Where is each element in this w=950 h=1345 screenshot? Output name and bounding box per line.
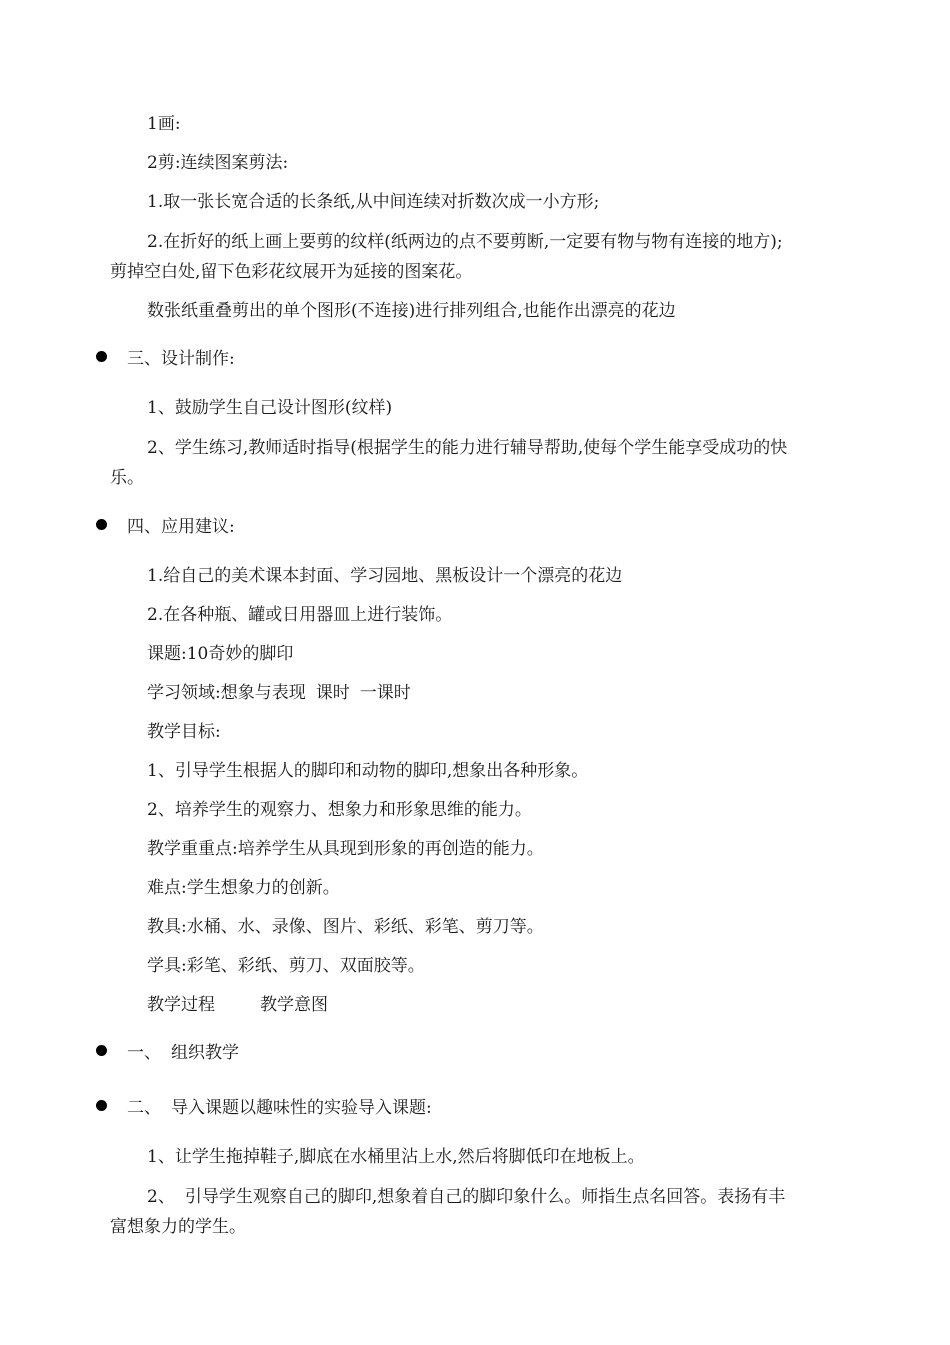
bullet-heading [96, 516, 235, 538]
paragraph [147, 682, 411, 704]
class-hour-value: 一课时 [359, 683, 411, 703]
paragraph: 2、学生练习,教师适时指导(根据学生的能力进行辅导帮助,使每个学生能享受成功的快 [147, 438, 788, 458]
bullet-heading [96, 348, 235, 370]
paragraph: 难点:学生想象力的创新。 [147, 878, 340, 898]
paragraph: 2.在折好的纸上画上要剪的纹样(纸两边的点不要剪断,一定要有物与物有连接的地方); [147, 232, 783, 252]
paragraph: 课题:10奇妙的脚印 [147, 644, 294, 664]
paragraph: 2剪:连续图案剪法: [147, 153, 289, 173]
teaching-process-label: 教学过程 [147, 995, 215, 1015]
bullet-icon [96, 351, 107, 362]
bullet-icon [96, 1100, 107, 1111]
bullet-icon [96, 1045, 107, 1056]
class-hour-label: 课时 [315, 683, 350, 703]
paragraph-continuation: 乐。 [110, 468, 144, 488]
teaching-intent-label: 教学意图 [260, 995, 328, 1015]
paragraph [147, 1186, 785, 1208]
bullet-heading [96, 1097, 432, 1119]
paragraph: 1、引导学生根据人的脚印和动物的脚印,想象出各种形象。 [147, 761, 589, 781]
paragraph: 数张纸重叠剪出的单个图形(不连接)进行排列组合,也能作出漂亮的花边 [147, 301, 676, 321]
paragraph: 教学目标: [147, 722, 221, 742]
paragraph: 1、鼓励学生自己设计图形(纹样) [147, 398, 393, 418]
paragraph: 1.给自己的美术课本封面、学习园地、黑板设计一个漂亮的花边 [147, 566, 623, 586]
paragraph: 2、培养学生的观察力、想象力和形象思维的能力。 [147, 800, 532, 820]
item-text: 引导学生观察自己的脚印,想象着自己的脚印象什么。师指生点名回答。表扬有丰 [184, 1187, 786, 1207]
paragraph-continuation: 富想象力的学生。 [110, 1217, 246, 1237]
heading-text: 三、设计制作: [127, 349, 235, 369]
heading-text: 四、应用建议: [127, 517, 235, 537]
bullet-icon [96, 519, 107, 530]
paragraph: 1画: [147, 114, 181, 134]
paragraph: 2.在各种瓶、罐或日用器皿上进行装饰。 [147, 605, 453, 625]
heading-text: 导入课题以趣味性的实验导入课题: [171, 1098, 432, 1118]
paragraph-continuation: 剪掉空白处,留下色彩花纹展开为延接的图案花。 [110, 262, 473, 282]
paragraph: 学具:彩笔、彩纸、剪刀、双面胶等。 [147, 956, 425, 976]
paragraph: 教具:水桶、水、录像、图片、彩纸、彩笔、剪刀等。 [147, 917, 544, 937]
bullet-heading [96, 1042, 239, 1064]
heading-text: 组织教学 [171, 1043, 239, 1063]
paragraph: 1.取一张长宽合适的长条纸,从中间连续对折数次成一小方形; [147, 192, 600, 212]
heading-number: 二、 [127, 1098, 161, 1118]
item-number: 2、 [147, 1187, 175, 1207]
heading-number: 一、 [127, 1043, 161, 1063]
paragraph [147, 994, 328, 1016]
learning-area: 学习领域:想象与表现 [147, 683, 306, 703]
paragraph: 1、让学生拖掉鞋子,脚底在水桶里沾上水,然后将脚低印在地板上。 [147, 1147, 645, 1167]
paragraph: 教学重重点:培养学生从具现到形象的再创造的能力。 [147, 839, 544, 859]
